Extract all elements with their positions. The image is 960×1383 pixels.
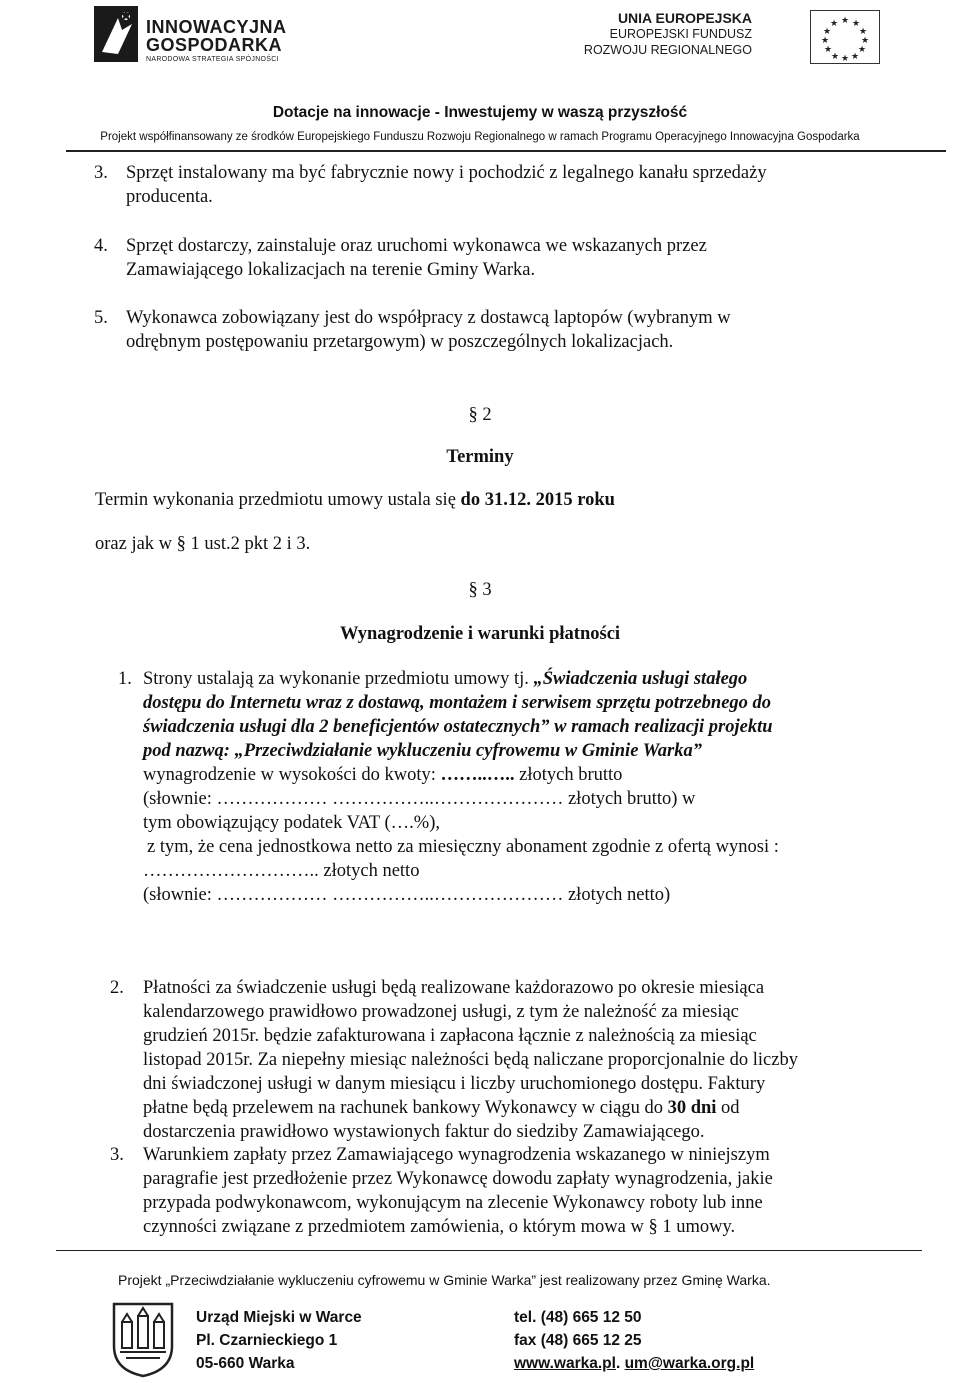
footer-project-line: Projekt „Przeciwdziałanie wykluczeniu cyfrowemu w Gminie Warka” jest realizowany przez Gminę Warka. [118, 1272, 771, 1288]
section-3-title: Wynagrodzenie i warunki płatności [339, 624, 621, 644]
footer-fax: fax (48) 665 12 25 [514, 1332, 642, 1349]
footer-contact: tel. (48) 665 12 50 fax (48) 665 12 25 www.warka.pl. um@warka.org.pl [514, 1306, 754, 1375]
list-item-number: 1. [118, 669, 132, 689]
svg-text:★: ★ [858, 26, 868, 36]
svg-text:★: ★ [823, 44, 833, 54]
svg-text:★: ★ [840, 53, 850, 63]
svg-text:★: ★ [829, 18, 839, 28]
footer-email-link[interactable]: um@warka.org.pl [624, 1355, 755, 1372]
svg-text:★: ★ [820, 35, 830, 45]
list-item-number: 3. [94, 163, 108, 183]
logo-line-3: NARODOWA STRATEGIA SPÓJNOŚCI [146, 56, 279, 63]
section-2-mark: § 2 [468, 405, 492, 425]
svg-text:★: ★ [840, 15, 850, 25]
footer-address: Urząd Miejski w Warce Pl. Czarnieckiego 1 05-660 Warka [196, 1309, 362, 1372]
svg-text:★: ★ [857, 44, 867, 54]
header-divider [66, 150, 946, 152]
innowacyjna-gospodarka-logo [92, 4, 292, 66]
svg-text:★: ★ [822, 26, 832, 36]
header-project-line: Projekt współfinansowany ze środków Europejskiego Funduszu Rozwoju Regionalnego w ramach Programu Operacyjnego Innowacyjna Gospodarka [100, 131, 860, 143]
eu-logo [583, 10, 880, 70]
list-item-text: Wykonawca zobowiązany jest do współpracy z dostawcą laptopów (wybranym w odrębnym postępowaniu przetargowym) w poszczególnych lokalizacjach. [126, 308, 731, 352]
warka-coat-of-arms-icon [110, 1300, 176, 1378]
svg-text:★: ★ [850, 51, 860, 61]
footer-divider [56, 1250, 922, 1251]
subcontractor-payment-clause: Warunkiem zapłaty przez Zamawiającego wynagrodzenia wskazanego w niniejszym paragrafie jest przedłożenie przez Wykonawcę dowodu zapłaty wynagrodzenia, jakie przypada podwykonawcom, wykonującym na zlecenie Wykonawcy roboty lub inne czynności związane z przedmiotem zamówienia, o którym mowa w § 1 umowy. [143, 1145, 773, 1237]
payment-terms-clause: Płatności za świadczenie usługi będą realizowane każdorazowo po okresie miesiąca kalendarzowego prawidłowo prowadzonej usługi, z tym że należność za miesiąc grudzień 2015r. będzie zafakturowana i zapłacona łącznie z należnością za miesiąc listopad 2015r. Za niepełny miesiąc należności będą naliczane proporcjonalnie do liczby dni świadczonej usługi w danym miesiącu i liczby uruchomionego dostępu. Faktury płatne będą przelewem na rachunek bankowy Wykonawcy w ciągu do 30 dni od dostarczenia prawidłowo wystawionych faktur do siedziby Zamawiającego. [143, 978, 798, 1142]
list-item-number: 3. [110, 1145, 124, 1165]
list-item-number: 4. [94, 236, 108, 256]
innowacyjna-gospodarka-emblem-icon [92, 4, 142, 64]
section-2-text-continued: oraz jak w § 1 ust.2 pkt 2 i 3. [95, 534, 311, 554]
list-item-number: 2. [110, 978, 124, 998]
svg-text:★: ★ [851, 18, 861, 28]
eu-logo-line-3: ROZWOJU REGIONALNEGO [583, 43, 752, 57]
eu-logo-line-1: UNIA EUROPEJSKA [617, 10, 752, 26]
logo-line-2: GOSPODARKA [146, 35, 283, 55]
eu-flag-icon [810, 10, 880, 64]
svg-text:★: ★ [830, 51, 840, 61]
list-item-number: 5. [94, 308, 108, 328]
svg-text:★: ★ [860, 35, 870, 45]
section-3-mark: § 3 [468, 580, 492, 600]
footer-phone: tel. (48) 665 12 50 [514, 1309, 642, 1326]
footer-website-link[interactable]: www.warka.pl [514, 1355, 616, 1372]
remuneration-clause: Strony ustalają za wykonanie przedmiotu umowy tj. „Świadczenia usługi stałego dostępu do Internetu wraz z dostawą, montażem i serwisem sprzętu potrzebnego do świadczenia usługi dla 2 beneficjentów ostatecznych” w ramach realizacji projektu pod nazwą: „Przeciwdziałanie wykluczeniu cyfrowemu w Gminie Warka” wynagrodzenie w wysokości do kwoty: ……..….. złotych brutto (słownie: ……………… ……………..………………… złotych brutto) w tym obowiązujący podatek VAT (….%), z tym, że cena jednostkowa netto za miesięczny abonament zgodnie z ofertą wynosi : ……………………….. złotych netto (słownie: ……………… ……………..………………… złotych netto) [143, 669, 779, 905]
section-2-text: Termin wykonania przedmiotu umowy ustala się do 31.12. 2015 roku [95, 490, 615, 510]
header-tagline: Dotacje na innowacje - Inwestujemy w waszą przyszłość [272, 104, 688, 121]
logo-line-1: INNOWACYJNA [146, 17, 287, 37]
list-item-text: Sprzęt instalowany ma być fabrycznie nowy i pochodzić z legalnego kanału sprzedaży producenta. [126, 163, 767, 207]
list-item-text: Sprzęt dostarczy, zainstaluje oraz uruchomi wykonawca we wskazanych przez Zamawiającego lokalizacjach na terenie Gminy Warka. [126, 236, 707, 280]
eu-logo-line-2: EUROPEJSKI FUNDUSZ [609, 27, 752, 41]
section-2-title: Terminy [446, 447, 514, 467]
